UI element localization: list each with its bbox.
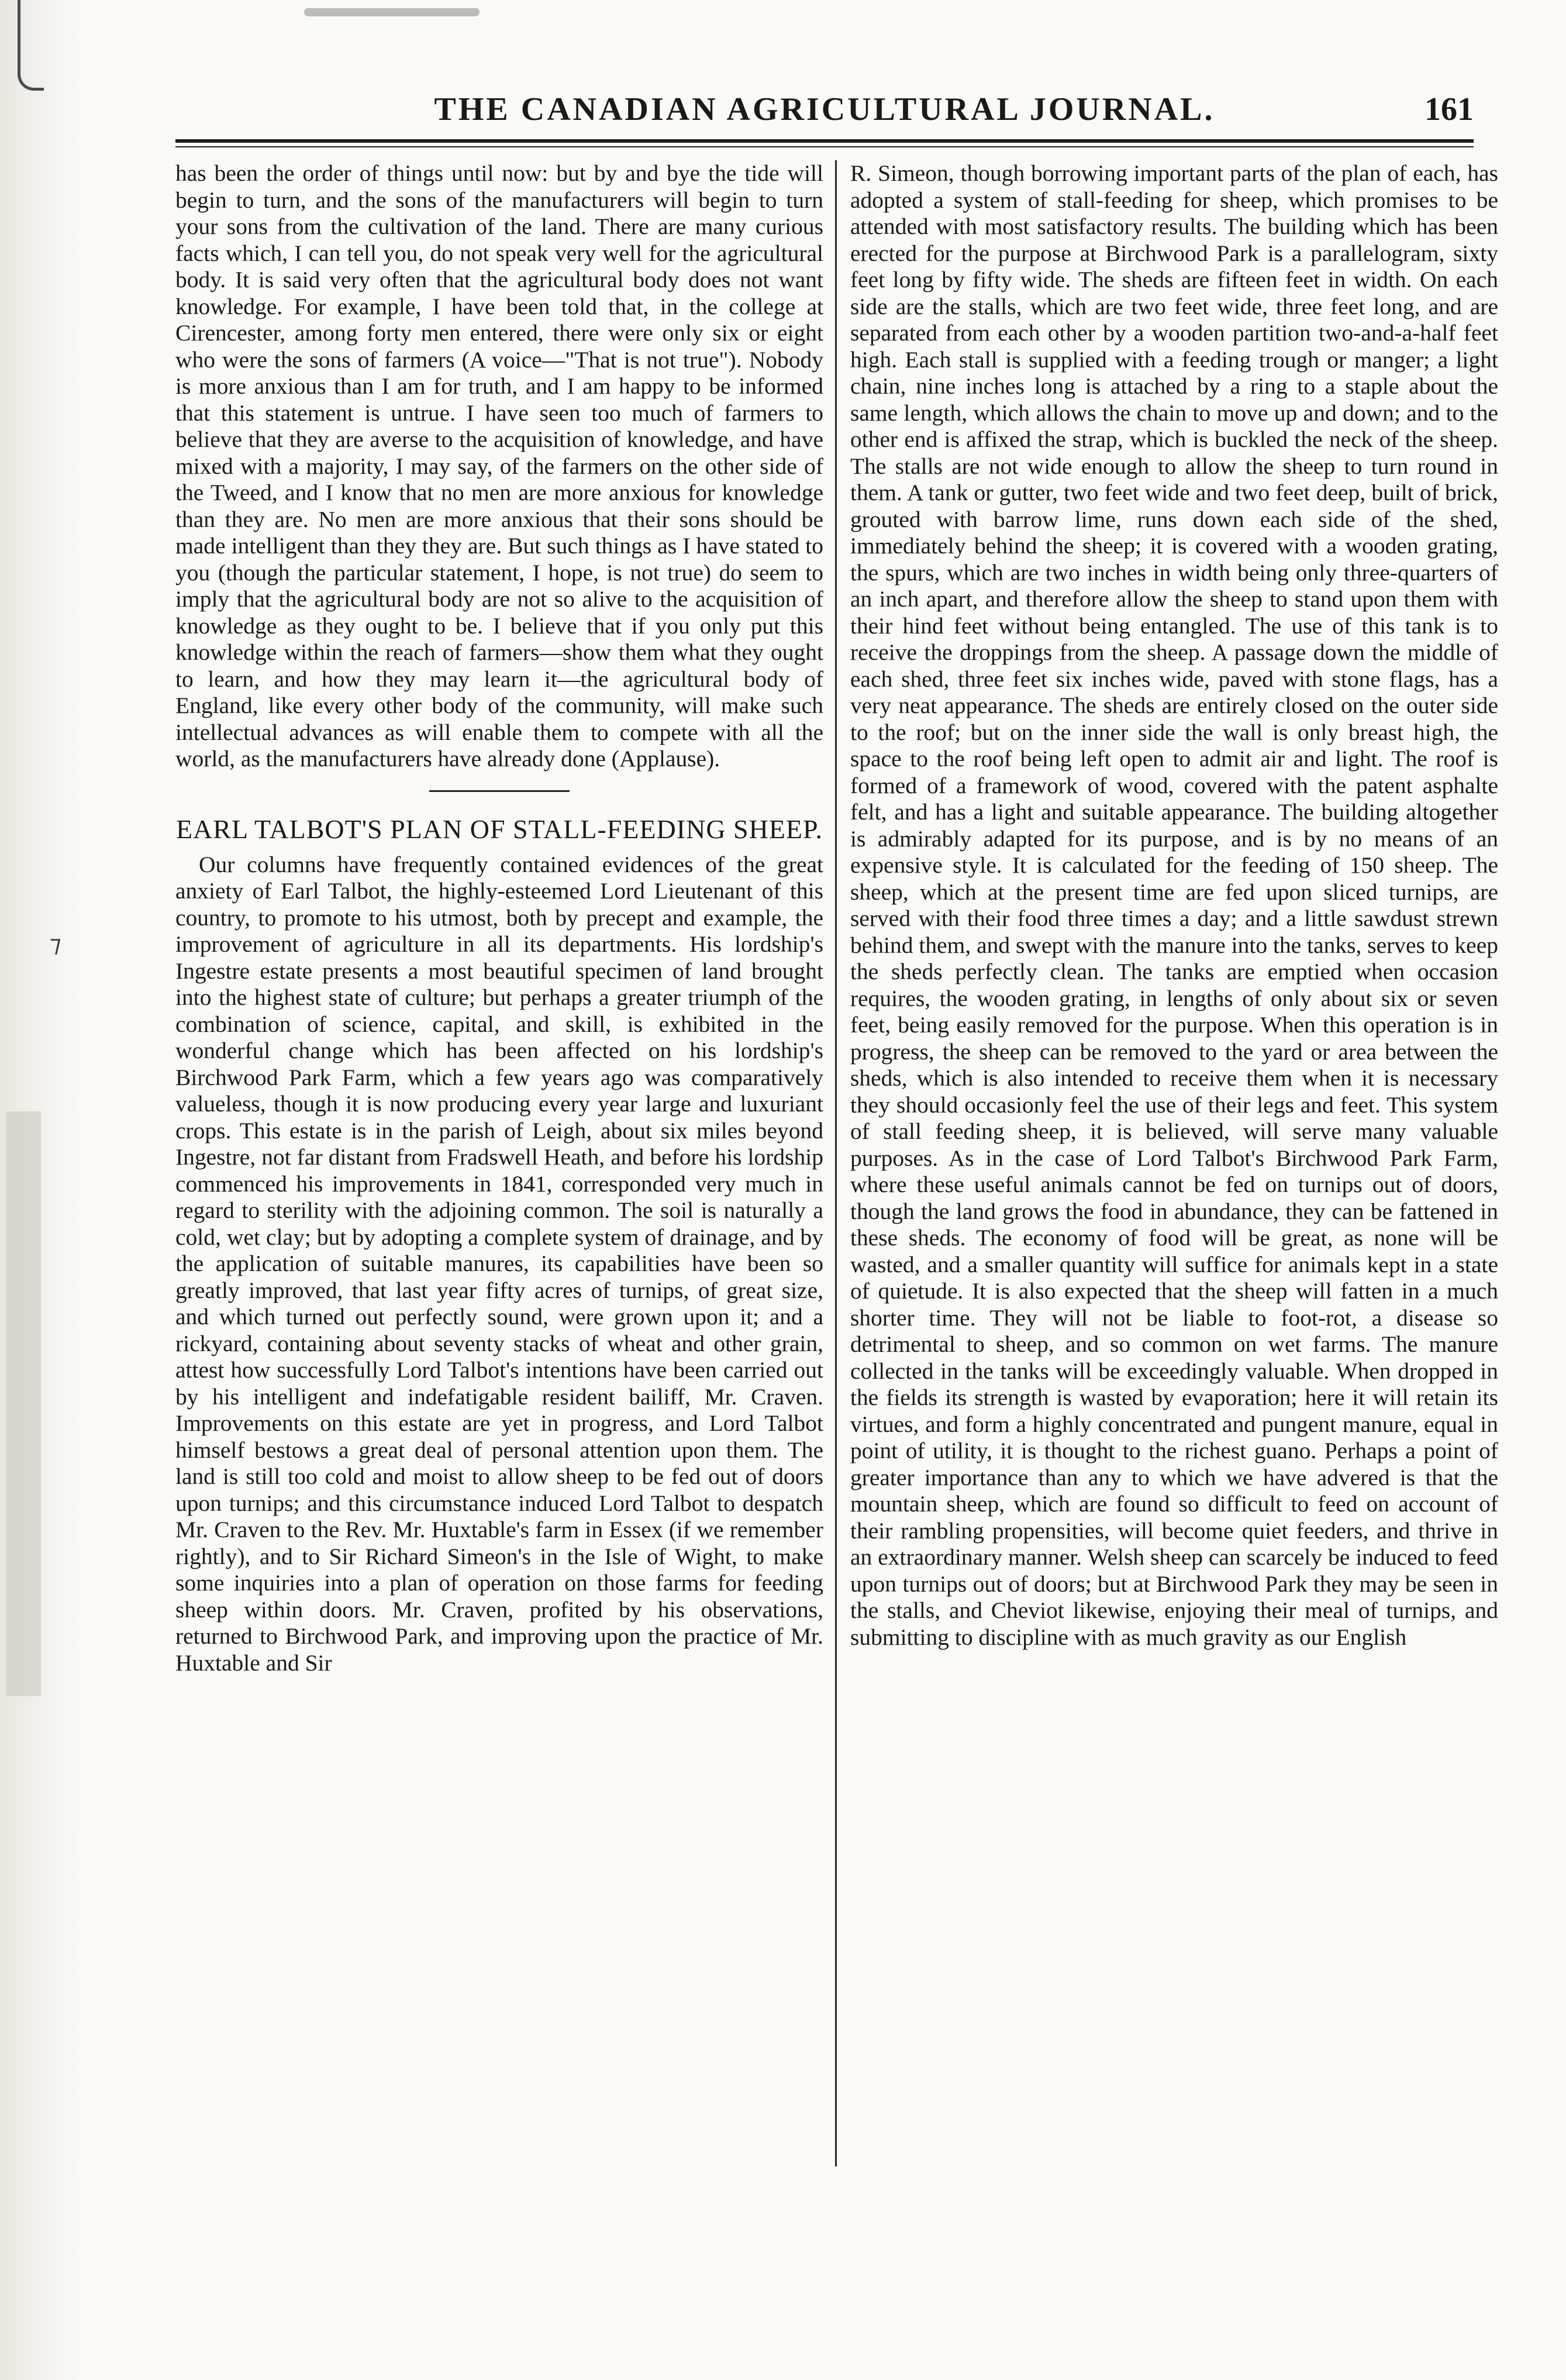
page-header — [175, 91, 1474, 133]
header-rule — [175, 139, 1474, 143]
ink-smudge — [304, 8, 480, 16]
left-paragraph-2: Our columns have frequently contained evidences of the great anxiety of Earl Talbot, the highly-esteemed Lord Lieutenant of this country, to promote to his utmost, both by precept and example, the improvement of agriculture in all its departments. His lordship's Ingestre estate presents a most beautiful specimen of land brought into the highest state of culture; but perhaps a greater triumph of the combination of science, capital, and skill, is exhibited in the wonderful change which has been affected on his lordship's Birchwood Park Farm, which a few years ago was comparatively valueless, though it is now producing every year large and luxuriant crops. This estate is in the parish of Leigh, about six miles beyond Ingestre, not far distant from Fradswell Heath, and before his lordship commenced his improvements in 1841, corresponded very much in regard to sterility with the adjoining common. The soil is naturally a cold, wet clay; but by adopting a complete system of drainage, and by the application of suitable manures, its capabilities have been so greatly improved, that last year fifty acres of turnips, of great size, and which turned out perfectly sound, were grown upon it; and a rickyard, containing about seventy stacks of wheat and other grain, attest how successfully Lord Talbot's intentions have been carried out by his intelligent and indefatigable resident bailiff, Mr. Craven. Improvements on this estate are yet in progress, and Lord Talbot himself bestows a great deal of personal attention upon them. The land is still too cold and moist to allow sheep to be fed out of doors upon turnips; and this circumstance induced Lord Talbot to despatch Mr. Craven to the Rev. Mr. Huxtable's farm in Essex (if we remember rightly), and to Sir Richard Simeon's in the Isle of Wight, to make some inquiries into a plan of operation on those farms for feeding sheep within doors. Mr. Craven, profited by his observations, returned to Birchwood Park, and improving upon the practice of Mr. Huxtable and Sir — [175, 851, 823, 1676]
left-column — [175, 160, 823, 2167]
right-paragraph-1: R. Simeon, though borrowing important parts of the plan of each, has adopted a system of stall-feeding for sheep, which promises to be attended with most satisfactory results. The building which has been erected for the purpose at Birchwood Park is a parallelogram, sixty feet long by fifty wide. The sheds are fifteen feet in width. On each side are the stalls, which are two feet wide, three feet long, and are separated from each other by a wooden partition two-and-a-half feet high. Each stall is supplied with a feeding trough or manger; a light chain, nine inches long is attached by a ring to a staple about the same length, which allows the chain to move up and down; and to the other end is affixed the strap, which is buckled the neck of the sheep. The stalls are not wide enough to allow the sheep to turn round in them. A tank or gutter, two feet wide and two feet deep, built of brick, grouted with barrow lime, runs down each side of the shed, immediately behind the sheep; it is covered with a wooden grating, the spurs, which are two inches in width being only three-quarters of an inch apart, and therefore allow the sheep to stand upon them with their hind feet without being entangled. The use of this tank is to receive the droppings from the sheep. A passage down the middle of each shed, three feet six inches wide, paved with stone flags, has a very neat appearance. The sheds are entirely closed on the outer side to the roof; but on the inner side the wall is only breast high, the space to the roof being left open to admit air and light. The roof is formed of a framework of wood, covered with the patent asphalte felt, and has a light and suitable appearance. The building altogether is admirably adapted for its purpose, and is by no means of an expensive style. It is calculated for the feeding of 150 sheep. The sheep, which at the present time are fed upon sliced turnips, are served with their food three times a day; and a little sawdust strewn behind them, and swept with the manure into the tanks, serves to keep the sheds perfectly clean. The tanks are emptied when occasion requires, the wooden grating, in lengths of only about six or seven feet, being easily removed for the purpose. When this operation is in progress, the sheep can be removed to the yard or area between the sheds, which is also intended to receive them when it is necessary they should occasionly feel the use of their legs and feet. This system of stall feeding sheep, it is believed, will serve many valuable purposes. As in the case of Lord Talbot's Birchwood Park Farm, where these useful animals cannot be fed on turnips out of doors, though the land grows the food in abundance, they can be fattened in these sheds. The economy of food will be great, as none will be wasted, and a smaller quantity will suffice for animals kept in a state of quietude. It is also expected that the sheep will fatten in a much shorter time. They will not be liable to foot-rot, a disease so detrimental to sheep, and so common on wet farms. The manure collected in the tanks will be exceedingly valuable. When dropped in the fields its strength is wasted by evaporation; here it will retain its virtues, and form a highly concentrated and pungent manure, equal in point of utility, it is thought to the richest guano. Perhaps a point of greater importance than any to which we have advered is that the mountain sheep, which are found so difficult to feed on account of their rambling propensities, will become quiet feeders, and thrive in an extraordinary manner. Welsh sheep can scarcely be induced to feed upon turnips out of doors; but at Birchwood Park they may be seen in the stalls, and Cheviot likewise, enjoying their meal of turnips, and submitting to discipline with as much gravity as our English — [850, 160, 1498, 1650]
section-title: EARL TALBOT'S PLAN OF STALL-FEEDING SHEEP. — [175, 814, 823, 844]
page-number: 161 — [1424, 91, 1474, 128]
journal-title: THE CANADIAN AGRICULTURAL JOURNAL. — [434, 91, 1215, 128]
column-divider — [835, 160, 837, 2167]
margin-scan-noise — [6, 1111, 41, 1696]
left-paragraph-1: has been the order of things until now: but by and bye the tide will begin to turn, and the sons of the manufacturers will begin to turn your sons from the cultivation of the land. There are many curious facts which, I can tell you, do not speak very well for the agricultural body. It is said very often that the agricultural body does not want knowledge. For example, I have been told that, in the college at Cirencester, among forty men entered, there were only six or eight who were the sons of farmers (A voice—"That is not true"). Nobody is more anxious than I am for truth, and I am happy to be informed that this statement is untrue. I have seen too much of farmers to believe that they are averse to the acquisition of knowledge, and have mixed with a majority, I may say, of the farmers on the other side of the Tweed, and I know that no men are more anxious for knowledge than they are. No men are more anxious that their sons should be made intelligent than they they are. But such things as I have stated to you (though the particular statement, I hope, is not true) do seem to imply that the agricultural body are not so alive to the acquisition of knowledge as they ought to be. I believe that if you only put this knowledge within the reach of farmers—show them what they ought to learn, and how they may learn it—the agricultural body of England, like every other body of the community, will make such intellectual advances as will enable them to compete with all the world, as the manufacturers have already done (Applause). — [175, 160, 823, 771]
right-column — [850, 160, 1498, 2167]
section-divider — [429, 790, 570, 792]
header-rule-thin — [175, 146, 1474, 147]
binding-corner-mark — [18, 0, 44, 91]
margin-mark: ⁊ — [50, 931, 61, 957]
